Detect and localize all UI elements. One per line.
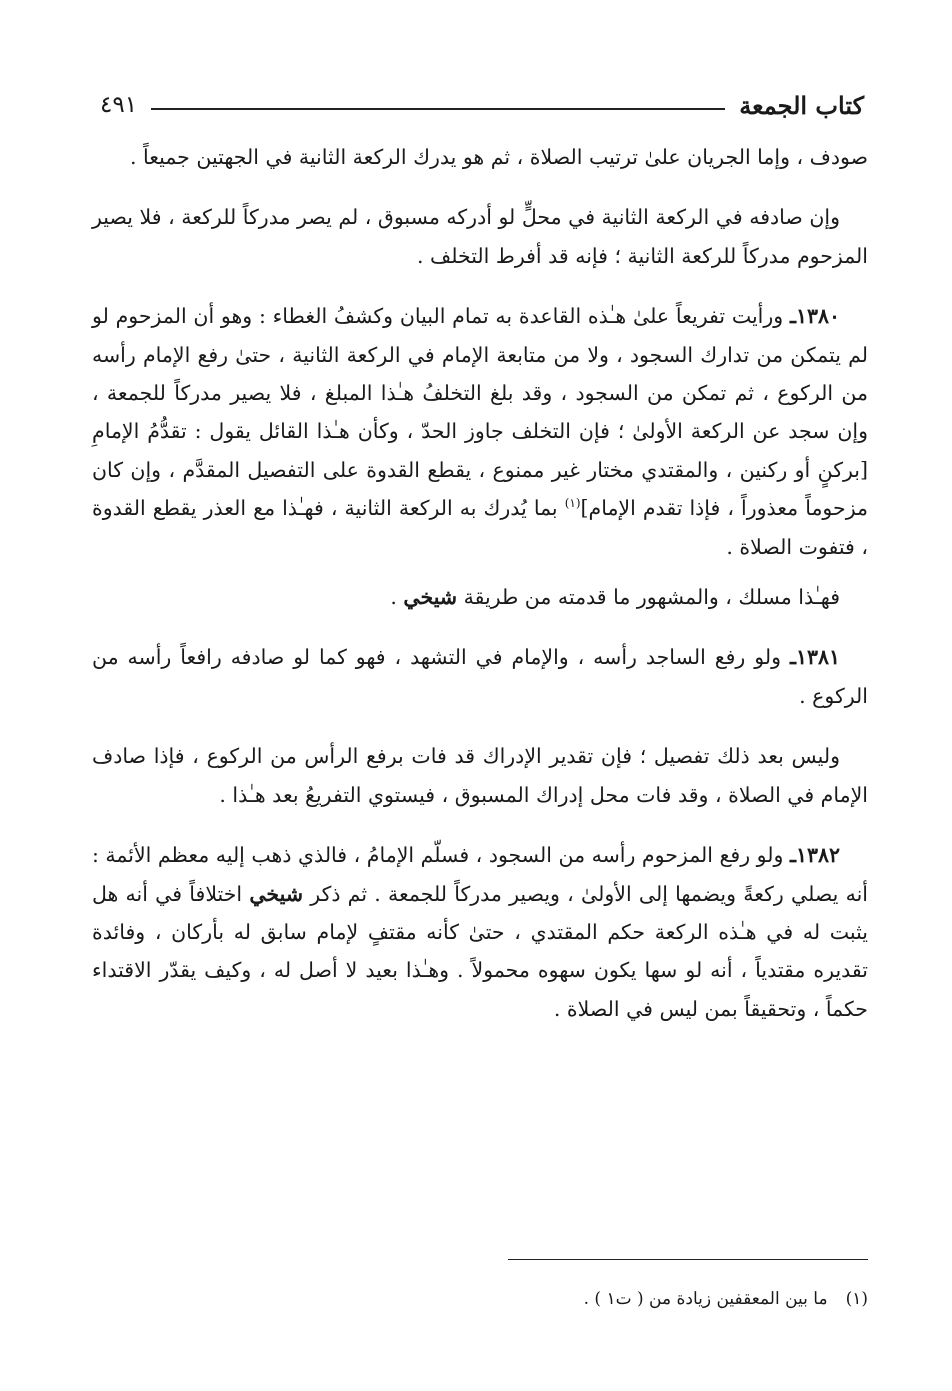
footnote-text: ما بين المعقفين زيادة من ( ت١ ) . bbox=[583, 1289, 828, 1309]
paragraph-2: وإن صادفه في الركعة الثانية في محلٍّ لو أدركه مسبوق ، لم يصر مدركاً للركعة ، فلا يصير المزحوم مدركاً للركعة الثانية ؛ فإنه قد أفرط التخلف . bbox=[92, 205, 868, 268]
paragraph-4-end: . bbox=[390, 585, 404, 610]
issue-number-1380: ١٣٨٠ـ bbox=[789, 304, 840, 329]
paragraph-4-bold: شيخي bbox=[403, 585, 458, 610]
footnote bbox=[92, 1286, 868, 1312]
paragraph-1381 bbox=[92, 638, 868, 715]
footnote-ref-1[interactable]: (١) bbox=[564, 496, 581, 511]
body-text bbox=[92, 138, 868, 1028]
paragraph-1381-text: ولو رفع الساجد رأسه ، والإمام في التشهد ، فهو كما لو صادفه رافعاً رأسه من الركوع . bbox=[92, 645, 868, 708]
running-header bbox=[100, 88, 864, 122]
page-number: ٤٩١ bbox=[100, 92, 138, 118]
paragraph-1382-text-end: اختلافاً في أنه هل يثبت له في هـٰذه الركعة حكم المقتدي ، حتىٰ كأنه مقتفٍ لإمام سابق له بأركان ، وفائدة تقديره مقتدياً ، أنه لو سها يكون سهوه محمولاً . وهـٰذا بعيد لا أصل له ، وكيف يقدّر الاقتداء حكماً ، وتحقيقاً بمن ليس في الصلاة . bbox=[92, 881, 868, 1021]
paragraph-6: وليس بعد ذلك تفصيل ؛ فإن تقدير الإدراك قد فات برفع الرأس من الركوع ، فإذا صادف الإمام في الصلاة ، وقد فات محل إدراك المسبوق ، فيستوي التفريعُ بعد هـٰذا . bbox=[92, 744, 868, 807]
paragraph-1380-text: ورأيت تفريعاً علىٰ هـٰذه القاعدة به تمام البيان وكشفُ الغطاء : وهو أن المزحوم لو لم يتمكن من تدارك السجود ، ولا من متابعة الإمام في الركعة الثانية ، حتىٰ رفع الإمام رأسه من الركوع ، ثم تمكن من السجود ، وقد بلغ التخلفُ هـٰذا المبلغ ، فلا يصير مدركاً للجمعة ، وإن سجد عن الركعة الأولىٰ ؛ فإن التخلف جاوز الحدّ ، وكأن هـٰذا القائل يقول : تقدُّمُ الإمامِ [بركنٍ أو ركنين ، والمقتدي مختار غير ممنوع ، يقطع القدوة على التفصيل المقدَّم ، وإن كان مزحوماً معذوراً ، فإذا تقدم الإمام] bbox=[92, 304, 868, 521]
issue-number-1381: ١٣٨١ـ bbox=[789, 645, 840, 670]
paragraph-1382 bbox=[92, 836, 868, 1028]
issue-number-1382: ١٣٨٢ـ bbox=[789, 843, 840, 868]
paragraph-1: صودف ، وإما الجريان علىٰ ترتيب الصلاة ، ثم هو يدرك الركعة الثانية في الجهتين جميعاً . bbox=[129, 145, 868, 169]
header-rule bbox=[151, 108, 725, 110]
paragraph-4 bbox=[92, 578, 868, 616]
paragraph-1382-text: ولو رفع المزحوم رأسه من السجود ، فسلّم الإمامُ ، فالذي ذهب إليه معظم الأئمة : أنه يصلي ركعةً ويضمها إلى الأولىٰ ، ويصير مدركاً للجمعة . ثم ذكر bbox=[92, 843, 868, 906]
paragraph-1382-bold: شيخي bbox=[249, 881, 304, 906]
paragraph-1380 bbox=[92, 297, 868, 566]
paragraph-1380-text-end: بما يُدرك به الركعة الثانية ، فهـٰذا مع العذر يقطع القدوة ، فتفوت الصلاة . bbox=[92, 496, 868, 559]
footnote-number: (١) bbox=[845, 1289, 868, 1309]
footnote-separator bbox=[508, 1259, 868, 1260]
paragraph-4-text: فهـٰذا مسلك ، والمشهور ما قدمته من طريقة bbox=[457, 585, 840, 610]
header-title: كتاب الجمعة bbox=[739, 90, 864, 120]
